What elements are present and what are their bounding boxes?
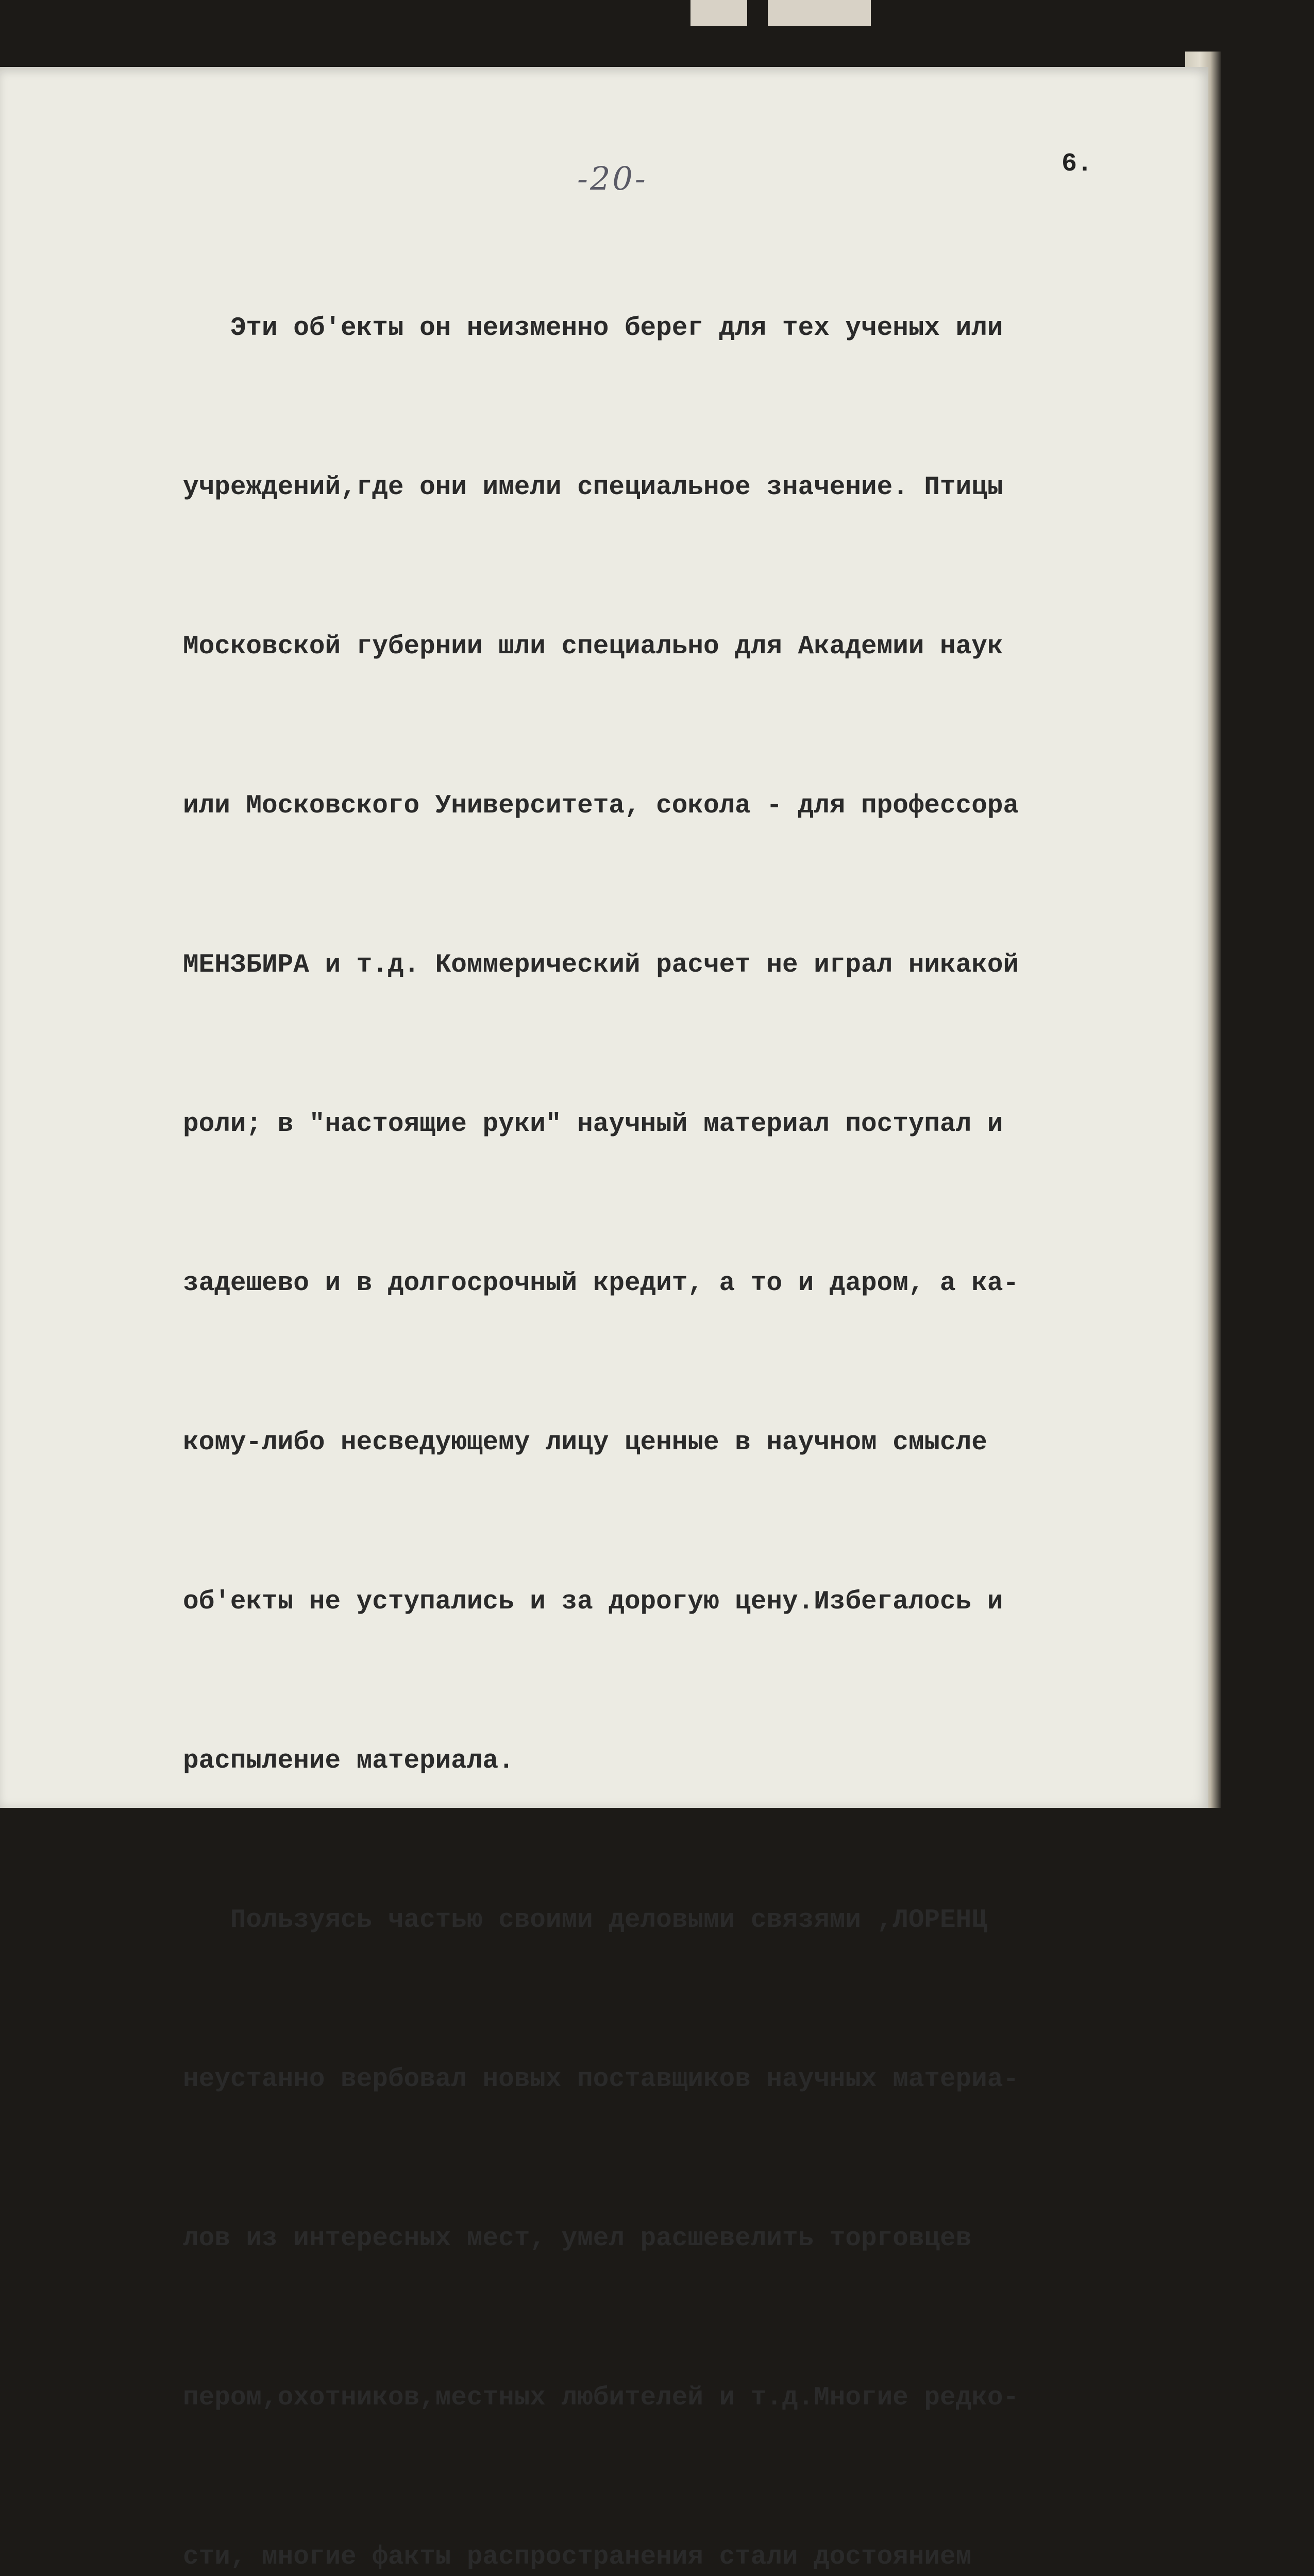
text-line: распыление материала. [183, 1747, 514, 1776]
text-line: кому-либо несведующему лицу ценные в научном смысле [183, 1428, 987, 1458]
text-line: Пользуясь частью своими деловыми связями ,ЛОРЕНЦ [183, 1906, 987, 1935]
document-page [0, 67, 1208, 2572]
text-line: или Московского Университета, сокола - для профессора [183, 791, 1019, 821]
top-background-strip [690, 0, 747, 26]
top-background-strip [768, 0, 871, 26]
text-line: неустанно вербовал новых поставщиков научных материа- [183, 2065, 1019, 2094]
text-line: учреждений,где они имели специальное значение. Птицы [183, 473, 1003, 502]
typed-page-number: 6. [1062, 149, 1093, 179]
text-line: задешево и в долгосрочный кредит, а то и даром, а ка- [183, 1269, 1019, 1298]
text-line: МЕНЗБИРА и т.д. Коммерический расчет не играл никакой [183, 951, 1019, 980]
text-line: Эти об'екты он неизменно берег для тех ученых или [183, 314, 1003, 343]
handwritten-page-number: -20- [577, 160, 648, 197]
text-line: Московской губернии шли специально для Академии наук [183, 632, 1003, 662]
text-line: пером,охотников,местных любителей и т.д.Многие редко- [183, 2383, 1019, 2413]
text-line: сти, многие факты распространения стали достоянием [183, 2543, 972, 2572]
text-line: роли; в "настоящие руки" научный материал поступал и [183, 1110, 1003, 1139]
text-line: об'екты не уступались и за дорогую цену.Избегалось и [183, 1587, 1003, 1617]
text-line: лов из интересных мест, умел расшевелить торговцев [183, 2224, 972, 2253]
typed-text-body [183, 196, 1050, 2576]
